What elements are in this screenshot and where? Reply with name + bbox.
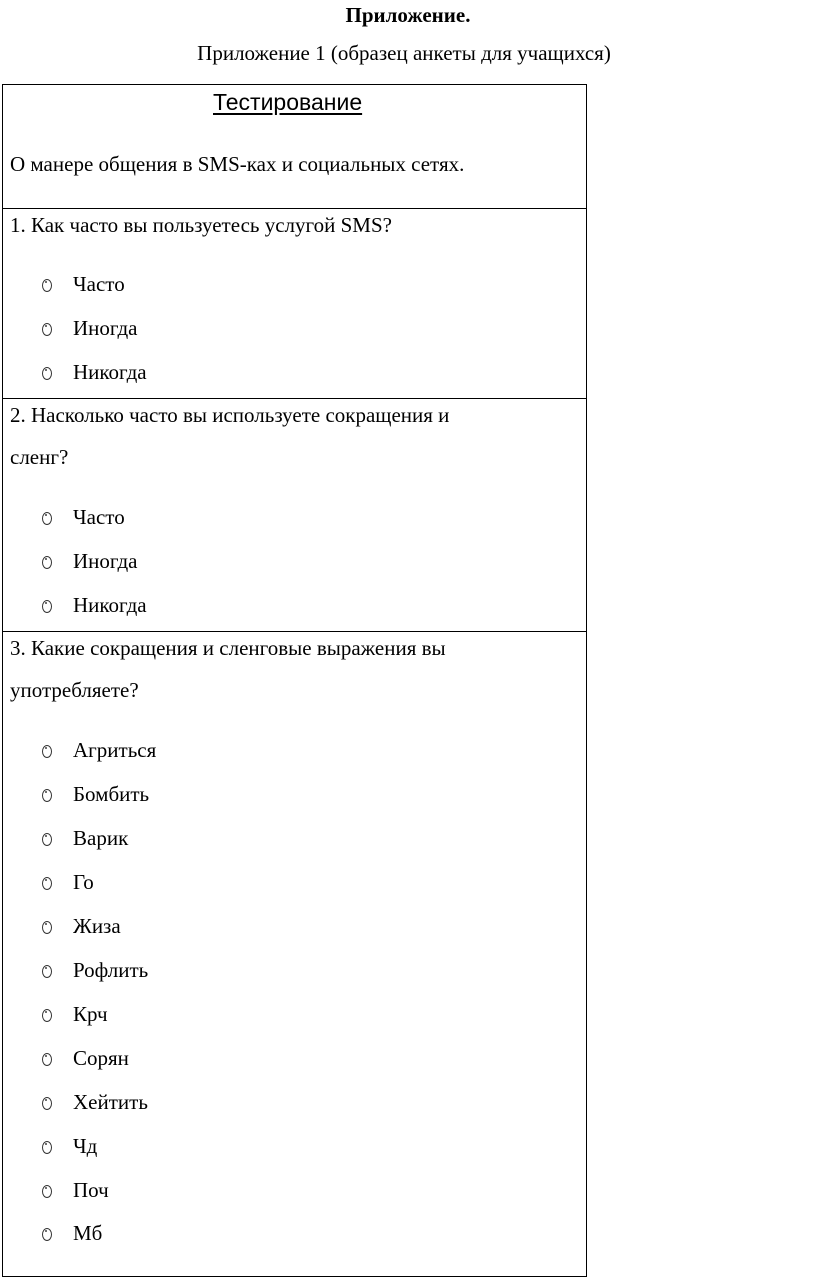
option-label: Часто [73,271,125,296]
option-label: Никогда [73,592,147,617]
question-3-option-1[interactable] [42,738,156,762]
question-3-option-3[interactable] [42,826,128,850]
option-label: Часто [73,504,125,529]
option-label: Поч [73,1177,109,1202]
form-title: Тестирование [213,89,363,115]
radio-icon[interactable] [42,323,52,336]
question-3-option-7[interactable] [42,1002,108,1026]
radio-icon[interactable] [42,921,52,934]
option-label: Никогда [73,359,147,384]
option-label: Рофлить [73,957,149,982]
radio-icon[interactable] [42,789,52,802]
option-label: Иногда [73,315,138,340]
option-label: Иногда [73,548,138,573]
question-2-option-1[interactable] [42,505,125,529]
question-3-option-12[interactable] [42,1221,102,1245]
question-3-text-line-2: употребляете? [10,678,139,702]
radio-icon[interactable] [42,556,52,569]
question-1-text: 1. Как часто вы пользуетесь услугой SMS? [10,213,392,237]
question-3-option-6[interactable] [42,958,148,982]
option-label: Хейтить [73,1089,148,1114]
radio-icon[interactable] [42,965,52,978]
question-3-option-4[interactable] [42,870,94,894]
row-divider [3,631,586,632]
question-3-option-5[interactable] [42,914,121,938]
option-label: Жиза [73,913,121,938]
option-label: Крч [73,1001,108,1026]
question-1-option-3[interactable] [42,360,147,384]
radio-icon[interactable] [42,279,52,292]
question-3-option-10[interactable] [42,1134,97,1158]
option-label: Го [73,869,94,894]
radio-icon[interactable] [42,1097,52,1110]
question-1-option-2[interactable] [42,316,137,340]
radio-icon[interactable] [42,877,52,890]
radio-icon[interactable] [42,1009,52,1022]
question-2-option-2[interactable] [42,549,137,573]
radio-icon[interactable] [42,1228,52,1241]
option-label: Чд [73,1133,98,1158]
form-description: О манере общения в SMS-ках и социальных сетях. [10,152,465,176]
question-2-option-3[interactable] [42,593,147,617]
question-3-option-2[interactable] [42,782,149,806]
radio-icon[interactable] [42,745,52,758]
question-2-text-line-1: 2. Насколько часто вы используете сокращения и [10,403,450,427]
option-label: Бомбить [73,781,150,806]
question-3-option-11[interactable] [42,1178,109,1202]
radio-icon[interactable] [42,833,52,846]
page-subtitle: Приложение 1 (образец анкеты для учащихся) [197,41,611,65]
question-3-text-line-1: 3. Какие сокращения и сленговые выражения вы [10,636,446,660]
radio-icon[interactable] [42,1141,52,1154]
question-3-option-8[interactable] [42,1046,129,1070]
radio-icon[interactable] [42,367,52,380]
option-label: Агриться [73,737,157,762]
radio-icon[interactable] [42,512,52,525]
option-label: Сорян [73,1045,129,1070]
question-2-text-line-2: сленг? [10,445,69,469]
row-divider [3,208,586,209]
radio-icon[interactable] [42,1053,52,1066]
radio-icon[interactable] [42,600,52,613]
questionnaire-table [2,84,587,1277]
page-title: Приложение. [345,3,471,27]
option-label: Мб [73,1220,103,1245]
option-label: Варик [73,825,129,850]
radio-icon[interactable] [42,1185,52,1198]
question-3-option-9[interactable] [42,1090,148,1114]
question-1-option-1[interactable] [42,272,125,296]
row-divider [3,398,586,399]
